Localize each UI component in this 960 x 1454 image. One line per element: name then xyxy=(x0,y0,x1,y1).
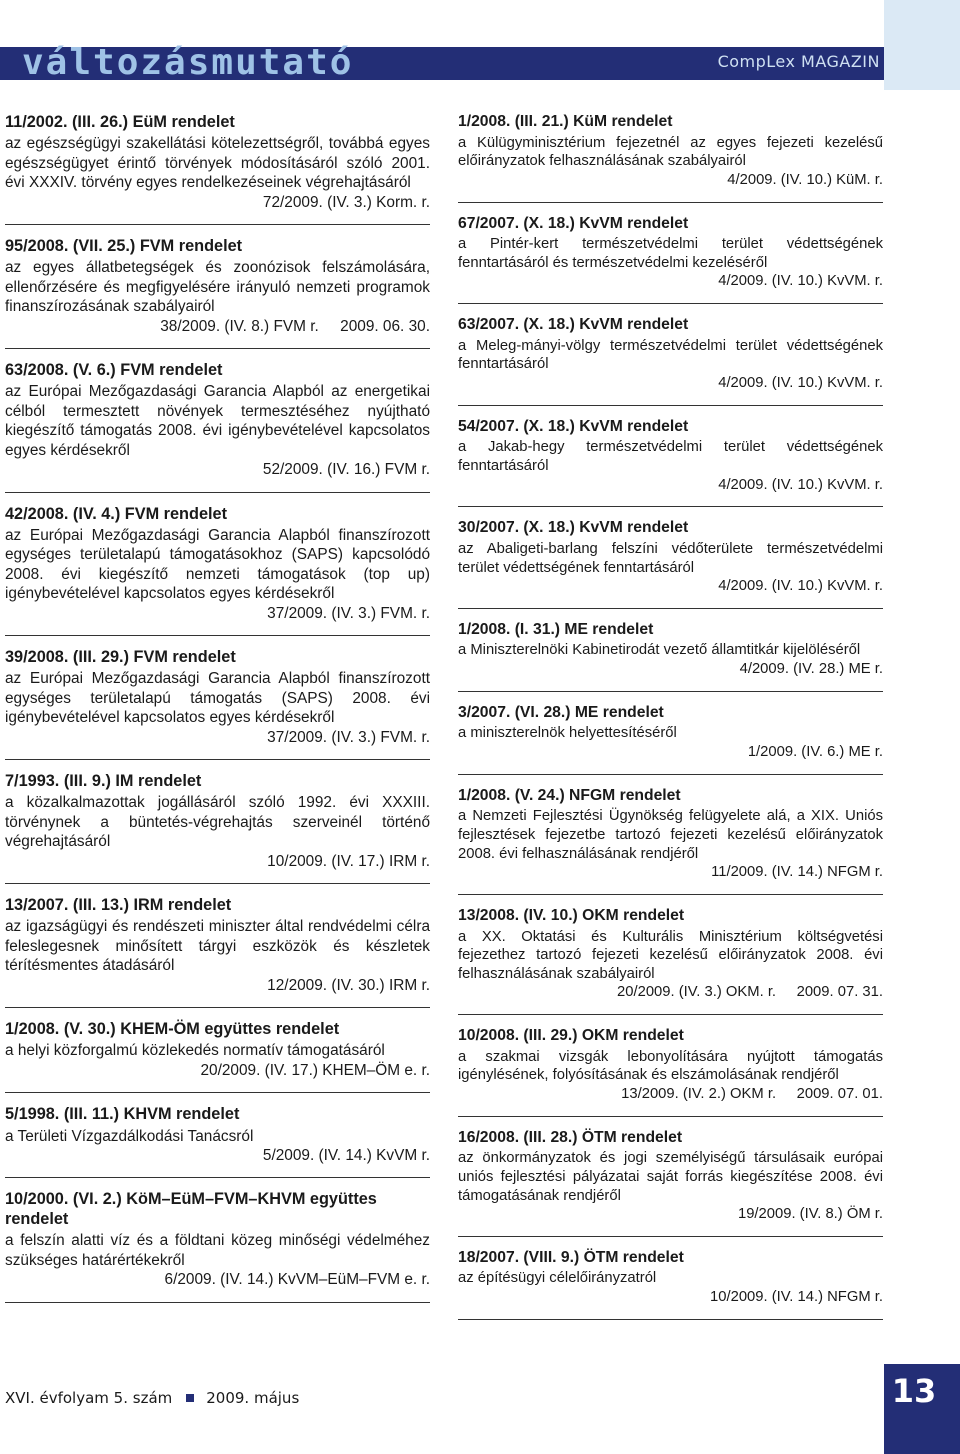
regulation-description: a Jakab-hegy természetvédelmi terület védettségének fenntartásáról xyxy=(458,439,883,474)
regulation-description: a közalkalmazottak jogállásáról szóló 1992. évi XXXIII. törvénynek a büntetés-végrehajtás szerveinél történő végrehajtásáról xyxy=(5,794,430,851)
amending-reference: 12/2009. (IV. 30.) IRM r. xyxy=(267,976,430,994)
regulation-description: a XX. Oktatási és Kulturális Minisztérium költségvetési fejezethez tartozó fejezeti kezelésű előirányzatok 2008. évi felhasználásának szabályairól xyxy=(458,928,883,982)
regulation-entry xyxy=(5,361,430,492)
regulation-title: 63/2007. (X. 18.) KvVM rendelet xyxy=(458,316,689,334)
regulation-entry xyxy=(458,215,883,305)
regulation-entry xyxy=(458,418,883,508)
regulation-description: az Európai Mezőgazdasági Garancia Alapból finanszírozott egységes területalapú támogatásokhoz (SAPS) kapcsolódó 2008. évi kiegészítő nemzeti támogatások (top up) igénybevételével kapcsolatos egyes kérdésekről xyxy=(5,526,430,603)
regulation-description: az egészségügyi szakellátási kötelezettségről, továbbá egyes egészségügyet érintő törvények módosításáról szóló 2001. évi XXXIV. törvény egyes rendelkezéseinek végrehajtásáról xyxy=(5,135,430,192)
regulation-entry xyxy=(5,1190,430,1302)
regulation-description: a Külügyminisztérium fejezetnél az egyes fejezeti kezelésű előirányzatok felhasználásának szabályairól xyxy=(458,134,883,170)
regulation-title: 95/2008. (VII. 25.) FVM rendelet xyxy=(5,237,243,256)
regulation-title: 39/2008. (III. 29.) FVM rendelet xyxy=(5,647,236,666)
regulation-entry xyxy=(5,237,430,349)
regulation-entry xyxy=(458,113,883,203)
regulation-entry xyxy=(5,896,430,1008)
amending-reference: 4/2009. (IV. 10.) KvVM. r. xyxy=(718,476,883,493)
regulation-description: a helyi közforgalmú közlekedés normatív támogatásáról xyxy=(5,1042,385,1060)
amending-reference: 52/2009. (IV. 16.) FVM r. xyxy=(262,461,430,479)
amending-reference: 4/2009. (IV. 10.) KvVM. r. xyxy=(718,578,883,595)
regulation-title: 30/2007. (X. 18.) KvVM rendelet xyxy=(458,519,689,537)
regulation-description: a Nemzeti Fejlesztési Ügynökség felügyelete alá, a XIX. Uniós fejlesztések fejezetbe tartozó fejezeti kezelésű előirányzatok 2008. évi felhasználásának rendjéről xyxy=(458,808,883,862)
regulation-title: 13/2008. (IV. 10.) OKM rendelet xyxy=(458,906,685,924)
amending-reference: 4/2009. (IV. 28.) ME r. xyxy=(739,661,883,678)
regulation-entry xyxy=(5,772,430,884)
amending-reference: 37/2009. (IV. 3.) FVM. r. xyxy=(267,604,430,622)
amending-reference: 4/2009. (IV. 10.) KvVM. r. xyxy=(718,273,883,290)
regulation-description: az igazságügyi és rendészeti miniszter által rendvédelmi célra feleslegesnek minősített tárgyi eszközök és készletek térítésmentes átadásáról xyxy=(5,918,430,975)
amending-reference: 10/2009. (IV. 17.) IRM r. xyxy=(267,852,430,870)
regulation-title: 54/2007. (X. 18.) KvVM rendelet xyxy=(458,417,689,435)
regulation-title: 63/2008. (V. 6.) FVM rendelet xyxy=(5,361,223,380)
regulation-entry xyxy=(5,648,430,760)
regulation-title: 7/1993. (III. 9.) IM rendelet xyxy=(5,771,202,790)
regulation-title: 3/2007. (VI. 28.) ME rendelet xyxy=(458,703,664,721)
regulation-entry xyxy=(458,316,883,406)
regulation-title: 42/2008. (IV. 4.) FVM rendelet xyxy=(5,504,228,523)
amending-reference: 6/2009. (IV. 14.) KvVM–EüM–FVM e. r. xyxy=(164,1271,430,1289)
regulation-title: 67/2007. (X. 18.) KvVM rendelet xyxy=(458,214,689,232)
regulation-entry xyxy=(458,1027,883,1117)
footer-separator xyxy=(186,1394,194,1402)
amending-reference: 38/2009. (IV. 8.) FVM r. 2009. 06. 30. xyxy=(160,317,430,335)
regulation-entry xyxy=(5,1105,430,1178)
regulation-description: az Európai Mezőgazdasági Garancia Alapból az energetikai célból termesztett növények termesztéséhez nyújtható kiegészítő támogatás 2008. évi igénybevételével kapcsolatos egyes kérdésekről xyxy=(5,383,430,459)
footer xyxy=(5,1389,299,1407)
footer-date: 2009. május xyxy=(206,1389,300,1407)
regulation-description: a Pintér-kert természetvédelmi terület védettségének fenntartásáról és természetvédelmi kezeléséről xyxy=(458,236,883,271)
regulation-description: az Európai Mezőgazdasági Garancia Alapból finanszírozott egységes területalapú támogatás (SAPS) 2008. évi igénybevételével kapcsolatos egyes kérdésekről xyxy=(5,670,430,727)
amending-reference: 4/2009. (IV. 10.) KüM. r. xyxy=(727,171,883,188)
amending-reference: 1/2009. (IV. 6.) ME r. xyxy=(747,744,883,761)
regulation-title: 1/2008. (V. 24.) NFGM rendelet xyxy=(458,786,681,804)
regulation-description: a Meleg-mányi-völgy természetvédelmi terület védettségének fenntartásáról xyxy=(458,337,883,373)
amending-reference: 72/2009. (IV. 3.) Korm. r. xyxy=(262,193,430,211)
regulation-description: a szakmai vizsgák lebonyolítására nyújtott támogatás igénylésének, folyósításának és elszámolásának rendjéről xyxy=(458,1048,883,1084)
regulation-title: 5/1998. (III. 11.) KHVM rendelet xyxy=(5,1105,240,1124)
regulation-entry xyxy=(5,1020,430,1093)
regulation-title: 1/2008. (I. 31.) ME rendelet xyxy=(458,620,654,638)
regulation-title: 10/2000. (VI. 2.) KöM–EüM–FVM–KHVM együttes rendelet xyxy=(5,1190,377,1228)
amending-reference: 4/2009. (IV. 10.) KvVM. r. xyxy=(718,375,883,392)
amending-reference: 20/2009. (IV. 17.) KHEM–ÖM e. r. xyxy=(200,1061,430,1079)
page-header xyxy=(0,0,960,90)
page-number: 13 xyxy=(891,1372,937,1410)
amending-reference: 19/2009. (IV. 8.) ÖM r. xyxy=(737,1206,883,1223)
regulation-title: 1/2008. (V. 30.) KHEM-ÖM együttes rendelet xyxy=(5,1020,340,1039)
regulation-entry xyxy=(458,704,883,775)
regulation-description: a Miniszterelnöki Kabinetirodát vezető államtitkár kijelöléséről xyxy=(458,642,861,659)
regulation-title: 18/2007. (VIII. 9.) ÖTM rendelet xyxy=(458,1248,684,1266)
regulation-title: 13/2007. (III. 13.) IRM rendelet xyxy=(5,896,232,914)
regulation-description: a Területi Vízgazdálkodási Tanácsról xyxy=(5,1127,254,1145)
left-column xyxy=(5,113,430,1315)
regulation-title: 1/2008. (III. 21.) KüM rendelet xyxy=(458,113,673,130)
section-title: változásmutató xyxy=(22,42,354,83)
magazine-name: CompLex MAGAZIN xyxy=(717,52,880,71)
regulation-entry xyxy=(458,1129,883,1237)
header-corner-block xyxy=(884,0,960,90)
regulation-title: 11/2002. (III. 26.) EüM rendelet xyxy=(5,113,235,131)
regulation-entry xyxy=(458,519,883,609)
regulation-description: a miniszterelnök helyettesítéséről xyxy=(458,725,677,742)
right-column xyxy=(458,113,883,1332)
amending-reference: 37/2009. (IV. 3.) FVM. r. xyxy=(267,728,430,746)
regulation-description: a felszín alatti víz és a földtani közeg minőségi védelméhez szükséges határértékekről xyxy=(5,1232,430,1269)
footer-volume: XVI. évfolyam 5. szám xyxy=(5,1389,173,1407)
amending-reference: 5/2009. (IV. 14.) KvVM r. xyxy=(262,1147,430,1165)
regulation-title: 16/2008. (III. 28.) ÖTM rendelet xyxy=(458,1128,683,1146)
regulation-entry xyxy=(458,621,883,692)
regulation-title: 10/2008. (III. 29.) OKM rendelet xyxy=(458,1027,684,1045)
regulation-entry xyxy=(5,113,430,225)
regulation-description: az Abaligeti-barlang felszíni védőterülete természetvédelmi terület védettségének fenntartásáról xyxy=(458,540,883,576)
amending-reference: 11/2009. (IV. 14.) NFGM r. xyxy=(711,864,883,881)
regulation-description: az önkormányzatok és jogi személyiségű társulásaik európai uniós fejlesztési pályázatai saját forrás kiegészítése 2008. évi támogatásának rendjéről xyxy=(458,1150,883,1204)
regulation-entry xyxy=(458,1249,883,1320)
amending-reference: 10/2009. (IV. 14.) NFGM r. xyxy=(710,1289,883,1306)
amending-reference: 20/2009. (IV. 3.) OKM. r. 2009. 07. 31. xyxy=(617,984,883,1001)
regulation-entry xyxy=(458,787,883,895)
amending-reference: 13/2009. (IV. 2.) OKM r. 2009. 07. 01. xyxy=(621,1085,883,1102)
regulation-description: az építésügyi célelőirányzatról xyxy=(458,1270,657,1287)
regulation-entry xyxy=(5,505,430,636)
regulation-description: az egyes állatbetegségek és zoonózisok felszámolására, ellenőrzésére és megfigyelésére irányuló nemzeti programok finanszírozásának szabályairól xyxy=(5,259,430,316)
regulation-entry xyxy=(458,907,883,1015)
